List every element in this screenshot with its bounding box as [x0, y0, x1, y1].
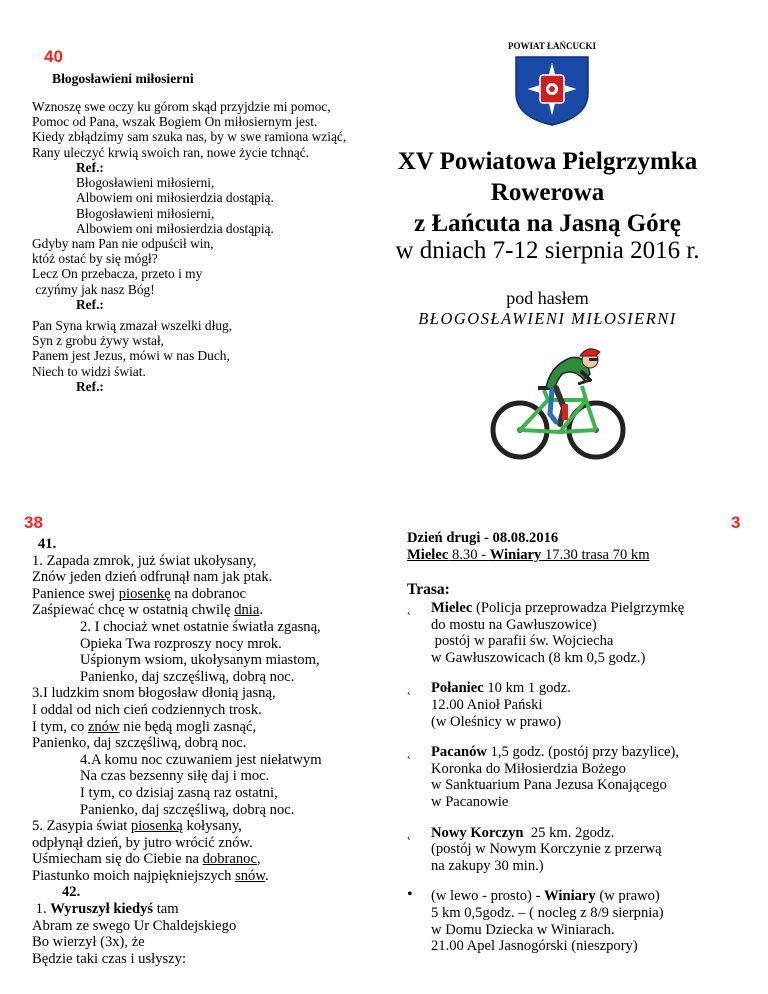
- song-line-underlined: znów: [87, 718, 120, 735]
- ref-label: Ref.:: [76, 160, 104, 175]
- route-from: Mielec: [407, 547, 449, 563]
- song-number: 42.: [62, 884, 81, 901]
- song-line-part: nie będą mogli zasnąć,: [119, 718, 257, 735]
- refrain-line: Albowiem oni miłosierdzia dostąpią.: [76, 220, 274, 236]
- song-line: I tym, co dzisiaj zasną raz ostatni,: [80, 784, 278, 801]
- song-line: Panem jest Jezus, mówi w nas Duch,: [32, 348, 230, 364]
- song-line-part: na dobranoc: [170, 585, 246, 602]
- stop-line: 21.00 Apel Jasnogórski (nieszpory): [431, 938, 638, 955]
- song-line-underlined: dobranoc: [202, 851, 257, 868]
- refrain-line: Błogosławieni miłosierni,: [76, 205, 215, 221]
- song-line: [32, 868, 322, 885]
- page-number-3: 3: [731, 513, 741, 532]
- song-line: Opieka Twa rozproszy nocy mrok.: [80, 635, 282, 652]
- song-line: Gdyby nam Pan nie odpuścił win,: [32, 236, 214, 251]
- song-line: Panienko, daj szczęśliwą, dobrą noc.: [80, 801, 295, 818]
- song-line: Niech to widzi świat.: [32, 363, 146, 379]
- event-title-line: Rowerowa: [490, 179, 605, 206]
- song-line: Panienko, daj szczęśliwą, dobrą noc.: [32, 735, 247, 752]
- song-line-part: tam: [153, 901, 179, 918]
- route-time: 8.30 -: [448, 547, 490, 563]
- song-line: odpłynął dzień, by jutro wrócić znów.: [32, 834, 253, 851]
- song-line: Pan Syna krwią zmazał wszelki dług,: [32, 318, 233, 333]
- route-stop: [407, 886, 684, 955]
- stop-line: do mostu na Gawłuszowice): [431, 616, 597, 633]
- stop-line: w Pacanowie: [431, 793, 509, 810]
- stop-text: (w lewo - prosto) -: [431, 888, 545, 905]
- song-line: [32, 818, 322, 835]
- stop-name: Nowy Korczyn: [431, 824, 524, 841]
- song-line: 3.I ludzkim snom błogosław dłonią jasną,: [32, 685, 276, 702]
- song-line: I oddal od nich cień codziennych trosk.: [32, 701, 262, 718]
- motto-intro: pod hasłem: [506, 288, 589, 308]
- trasa-label: Trasa:: [407, 581, 450, 598]
- event-title-line: z Łańcuta na Jasną Górę: [414, 210, 681, 237]
- song-verse-3: [32, 318, 232, 379]
- song-line-part: 1.: [32, 901, 51, 918]
- song-line: Kiedy zbłądzimy sam szuka nas, by w swe ramiona wziąć,: [32, 129, 347, 145]
- bullet-icon: ˛: [407, 681, 411, 696]
- cyclist-illustration: [490, 344, 628, 462]
- song-line: Będzie taki czas i usłyszy:: [32, 950, 186, 967]
- song-line-part: Zaśpiewać chcę w ostatnią chwilę: [32, 602, 235, 619]
- route-stops: [407, 600, 685, 955]
- song-line-part: Uśmiecham się do Ciebie na: [32, 851, 203, 868]
- stop-line: 12.00 Anioł Pański: [431, 696, 543, 713]
- refrain-line: Albowiem oni miłosierdzia dostąpią.: [76, 190, 274, 206]
- song-line: któż ostać by się mógł?: [32, 251, 158, 267]
- song-title: Błogosławieni miłosierni: [52, 71, 194, 86]
- stop-name: Pacanów: [431, 744, 487, 761]
- route-stop: [407, 600, 685, 666]
- song-line-part: Panience swej: [32, 585, 119, 602]
- motto: BŁOGOSŁAWIENI MIŁOSIERNI: [418, 309, 677, 328]
- ref-label: Ref.:: [76, 297, 104, 312]
- stop-text: 25 km. 2godz.: [523, 824, 615, 841]
- song-line: Pomoc od Pana, wszak Bogiem On miłosiernym jest.: [32, 114, 318, 130]
- stop-line: w Sanktuarium Pana Jezusa Konającego: [431, 777, 667, 794]
- stop-text: (w prawo): [595, 888, 660, 905]
- event-title: [375, 146, 720, 239]
- route-stop: [407, 824, 684, 875]
- song-verse-2: [32, 236, 214, 297]
- song-line-part: I tym, co: [32, 718, 88, 735]
- stop-line: [431, 888, 684, 905]
- stop-text: 10 km 1 godz.: [483, 680, 571, 697]
- powiat-coat-of-arms: [512, 53, 592, 127]
- day-route: [407, 547, 650, 564]
- stop-line: [431, 680, 684, 697]
- bullet-icon: ˛: [407, 745, 411, 760]
- song-line: [32, 719, 322, 736]
- song-line: 4.A komu noc czuwaniem jest niełatwym: [80, 751, 322, 768]
- page-number-38: 38: [24, 513, 43, 532]
- song-line-bold: Wyruszył kiedyś: [50, 901, 154, 918]
- stop-line: [431, 744, 684, 761]
- song-line: Abram ze swego Ur Chaldejskiego: [32, 917, 237, 934]
- stop-text: 1,5 godz. (postój przy bazylice),: [486, 744, 680, 761]
- stop-line: w Gawłuszowicach (8 km 0,5 godz.): [431, 649, 646, 666]
- song-line: Wznoszę swe oczy ku górom skąd przyjdzie mi pomoc,: [32, 99, 331, 114]
- song-line: Uśpionym wsiom, ukołysanym miastom,: [80, 652, 320, 669]
- song-verse-indented: [32, 619, 322, 685]
- bullet-icon: •: [407, 886, 413, 904]
- route-stop: [407, 680, 684, 730]
- song-line: Lecz On przebacza, przeto i my: [32, 266, 203, 282]
- stop-line: w Domu Dziecka w Winiarach.: [431, 921, 615, 938]
- song-line: [32, 586, 322, 603]
- stop-line: postój w parafii św. Wojciecha: [431, 633, 614, 650]
- song-line-part: Piastunko moich najpiękniejszych: [32, 867, 236, 884]
- song-refrain: [76, 160, 274, 236]
- page-number-40: 40: [44, 47, 63, 66]
- song-line: [32, 602, 322, 619]
- song-line-part: .: [264, 867, 269, 884]
- song-line-part: .: [259, 602, 263, 619]
- stop-line: [431, 600, 684, 617]
- stop-line: na zakupy 30 min.): [431, 857, 544, 874]
- stop-line: (w Oleśnicy w prawo): [431, 713, 562, 730]
- song-number: 41.: [38, 536, 57, 552]
- song-line-part: kołysany,: [182, 818, 242, 835]
- refrain-line: Błogosławieni miłosierni,: [76, 175, 215, 191]
- song-line: Syn z grobu żywy wstał,: [32, 333, 165, 349]
- song-line: Znów jeden dzień odfrunął nam jak ptak.: [32, 569, 273, 586]
- stop-text: (Policja przeprowadza Pielgrzymkę: [472, 600, 685, 616]
- stop-line: 5 km 0,5godz. – ( nocleg z 8/9 sierpnia): [431, 904, 664, 921]
- song-line-part: 5. Zasypia świat: [32, 818, 131, 835]
- stop-name: Połaniec: [431, 680, 484, 697]
- song-line: 2. I chociaż wnet ostatnie światła zgasną,: [80, 618, 321, 635]
- stop-name: Mielec: [431, 600, 473, 616]
- route-details: 17.30 trasa 70 km: [541, 547, 650, 563]
- song-line: 1. Zapada zmrok, już świat ukołysany,: [32, 552, 257, 569]
- event-dates: w dniach 7-12 sierpnia 2016 r.: [395, 237, 700, 264]
- song-line-underlined: piosenkę: [118, 585, 171, 602]
- song-verse-1: [32, 99, 346, 160]
- song-line-part: ,: [256, 851, 261, 868]
- bullet-icon: ˛: [407, 601, 411, 615]
- song-line-underlined: snów: [235, 867, 265, 884]
- song-line: [32, 901, 322, 918]
- song-line: Na czas bezsenny siłę daj i moc.: [80, 768, 270, 785]
- song-line: Panienko, daj szczęśliwą, dobrą noc.: [80, 668, 295, 685]
- day-heading: Dzień drugi - 08.08.2016: [407, 530, 559, 546]
- route-stop: [407, 744, 684, 810]
- song-line: [32, 851, 322, 868]
- song-line-underlined: dnia: [234, 602, 260, 619]
- song-verse-indented: [32, 752, 322, 818]
- song-line: czyńmy jak nasz Bóg!: [32, 281, 155, 297]
- route-to: Winiary: [489, 547, 542, 563]
- song-41: [32, 536, 322, 967]
- song-line: Rany uleczyć krwią swoich ran, nowe życie tchnąć.: [32, 144, 309, 160]
- song-line: Bo wierzył (3x), że: [32, 934, 145, 951]
- bullet-icon: ˛: [407, 825, 411, 840]
- logo-caption: POWIAT ŁAŃCUCKI: [508, 41, 596, 51]
- song-line-underlined: piosenką: [130, 818, 183, 835]
- event-title-line: XV Powiatowa Pielgrzymka: [397, 148, 698, 175]
- stop-line: Koronka do Miłosierdzia Bożego: [431, 760, 626, 777]
- ref-label: Ref.:: [76, 379, 104, 394]
- stop-line: [431, 825, 684, 842]
- stop-line: (postój w Nowym Korczynie z przerwą: [431, 841, 662, 858]
- stop-name: Winiary: [544, 888, 596, 905]
